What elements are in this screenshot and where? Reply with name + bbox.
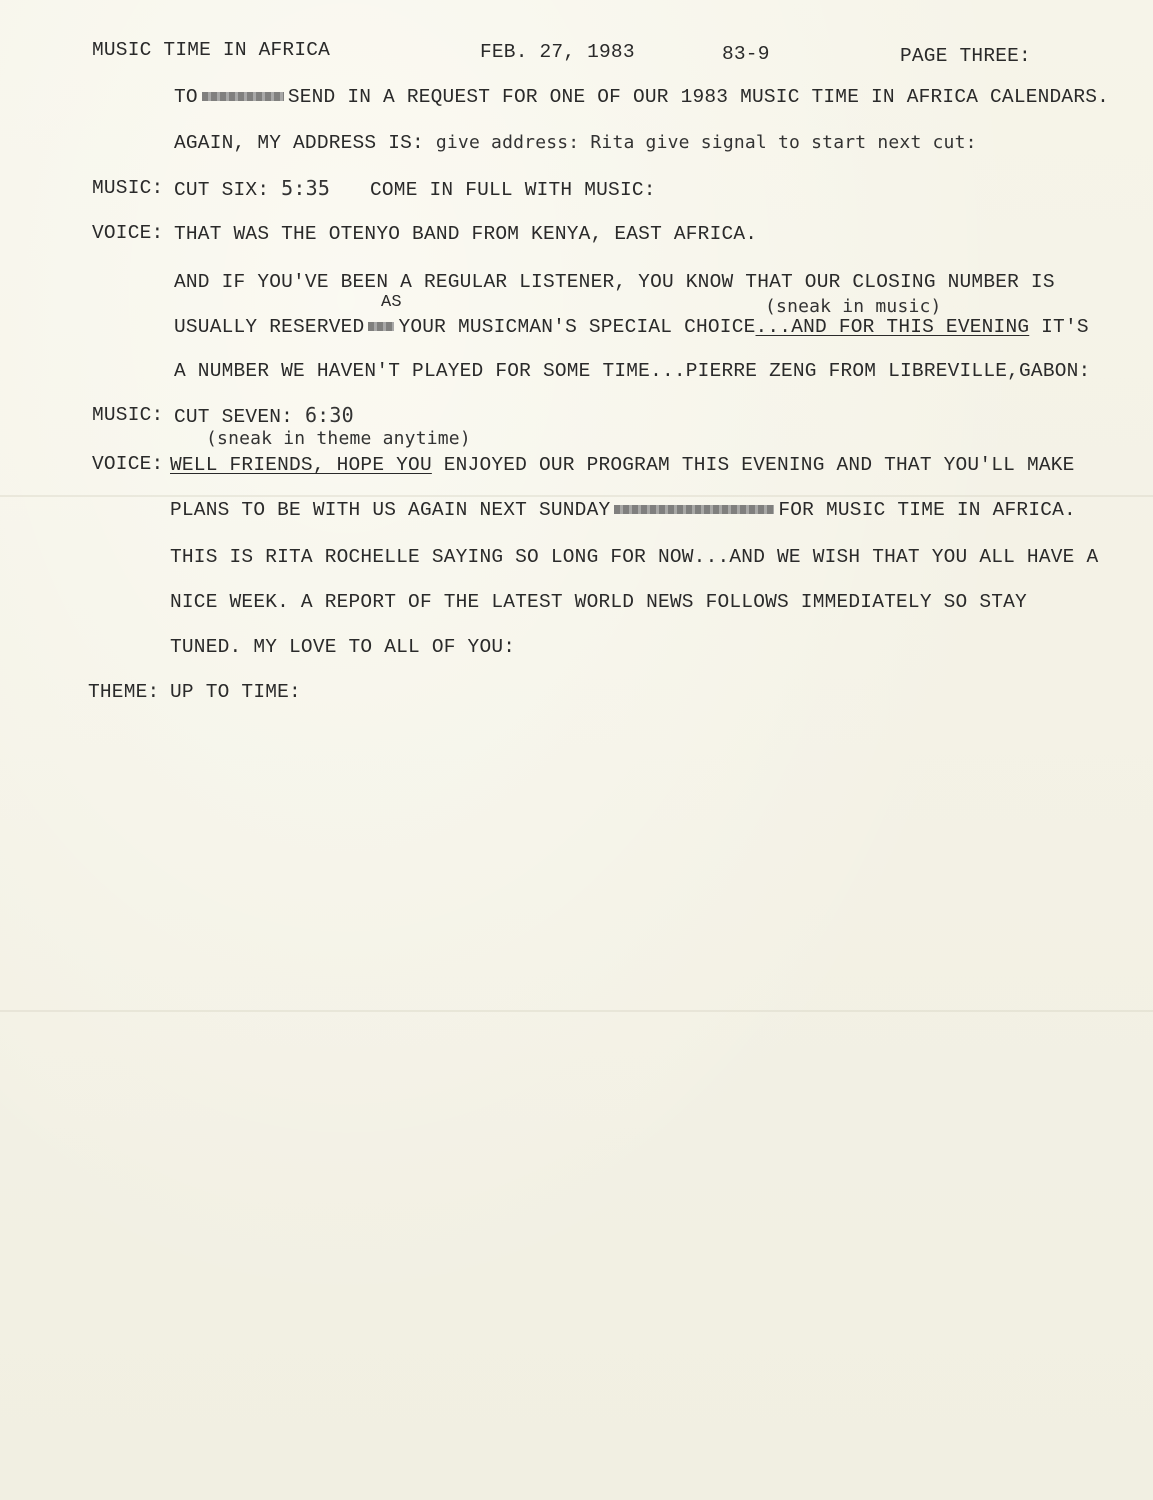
script-line: TUNED. MY LOVE TO ALL OF YOU:	[170, 636, 516, 658]
handwritten-note: (sneak in theme anytime)	[206, 428, 471, 449]
script-line: AND IF YOU'VE BEEN A REGULAR LISTENER, YOU KNOW THAT OUR CLOSING NUMBER IS	[174, 271, 1055, 293]
script-line: UP TO TIME:	[170, 681, 301, 703]
line-text: COME IN FULL WITH MUSIC:	[370, 179, 656, 201]
line-text: AGAIN, MY ADDRESS IS:	[174, 132, 424, 154]
cue-label-theme: THEME:	[88, 681, 160, 703]
script-line: THIS IS RITA ROCHELLE SAYING SO LONG FOR NOW...AND WE WISH THAT YOU ALL HAVE A	[170, 546, 1099, 568]
script-line	[174, 177, 656, 201]
script-line: THAT WAS THE OTENYO BAND FROM KENYA, EAST AFRICA.	[174, 223, 758, 245]
script-line	[174, 404, 354, 428]
cue-label-music: MUSIC:	[92, 177, 164, 199]
script-line: A NUMBER WE HAVEN'T PLAYED FOR SOME TIME...PIERRE ZENG FROM LIBREVILLE,GABON:	[174, 360, 1091, 382]
handwritten-time: 6:30	[304, 403, 354, 427]
line-text: SEND IN A REQUEST FOR ONE OF OUR 1983 MUSIC TIME IN AFRICA CALENDARS.	[287, 86, 1110, 108]
script-line: NICE WEEK. A REPORT OF THE LATEST WORLD NEWS FOLLOWS IMMEDIATELY SO STAY	[170, 591, 1027, 613]
redaction-mark	[614, 505, 774, 514]
script-line	[170, 499, 1076, 521]
script-line	[170, 454, 1075, 476]
line-text: USUALLY RESERVED	[174, 316, 365, 338]
cue-label-voice: VOICE:	[92, 453, 164, 475]
program-title: MUSIC TIME IN AFRICA	[92, 39, 331, 61]
redaction-mark	[202, 92, 284, 101]
handwritten-time: 5:35	[281, 176, 331, 200]
underlined-text: WELL FRIENDS, HOPE YOU	[170, 454, 432, 476]
underlined-text: ...AND FOR THIS EVENING	[755, 316, 1030, 338]
line-text: PLANS TO BE WITH US AGAIN NEXT SUNDAY	[170, 499, 611, 521]
page-number: PAGE THREE:	[900, 45, 1031, 67]
paper-fold	[0, 1010, 1153, 1012]
script-line	[174, 316, 1089, 338]
script-code: 83-9	[722, 43, 770, 65]
script-line	[174, 86, 1109, 108]
handwritten-note: (sneak in music)	[765, 296, 942, 317]
script-line	[174, 132, 977, 154]
redaction-mark	[368, 322, 394, 331]
broadcast-date: FEB. 27, 1983	[480, 41, 635, 63]
cue-label-music: MUSIC:	[92, 404, 164, 426]
paper-fold	[0, 495, 1153, 497]
typed-insertion: AS	[381, 293, 402, 312]
line-text: CUT SEVEN:	[174, 406, 294, 428]
handwritten-note: give address: Rita give signal to start next cut:	[435, 132, 977, 153]
line-text: CUT SIX:	[174, 179, 270, 201]
line-text: ENJOYED OUR PROGRAM THIS EVENING AND THAT YOU'LL MAKE	[443, 454, 1075, 476]
line-text: IT'S	[1041, 316, 1089, 338]
line-text: TO	[174, 86, 198, 108]
line-text: FOR MUSIC TIME IN AFRICA.	[778, 499, 1076, 521]
cue-label-voice: VOICE:	[92, 222, 164, 244]
line-text: YOUR MUSICMAN'S SPECIAL CHOICE	[398, 316, 756, 338]
